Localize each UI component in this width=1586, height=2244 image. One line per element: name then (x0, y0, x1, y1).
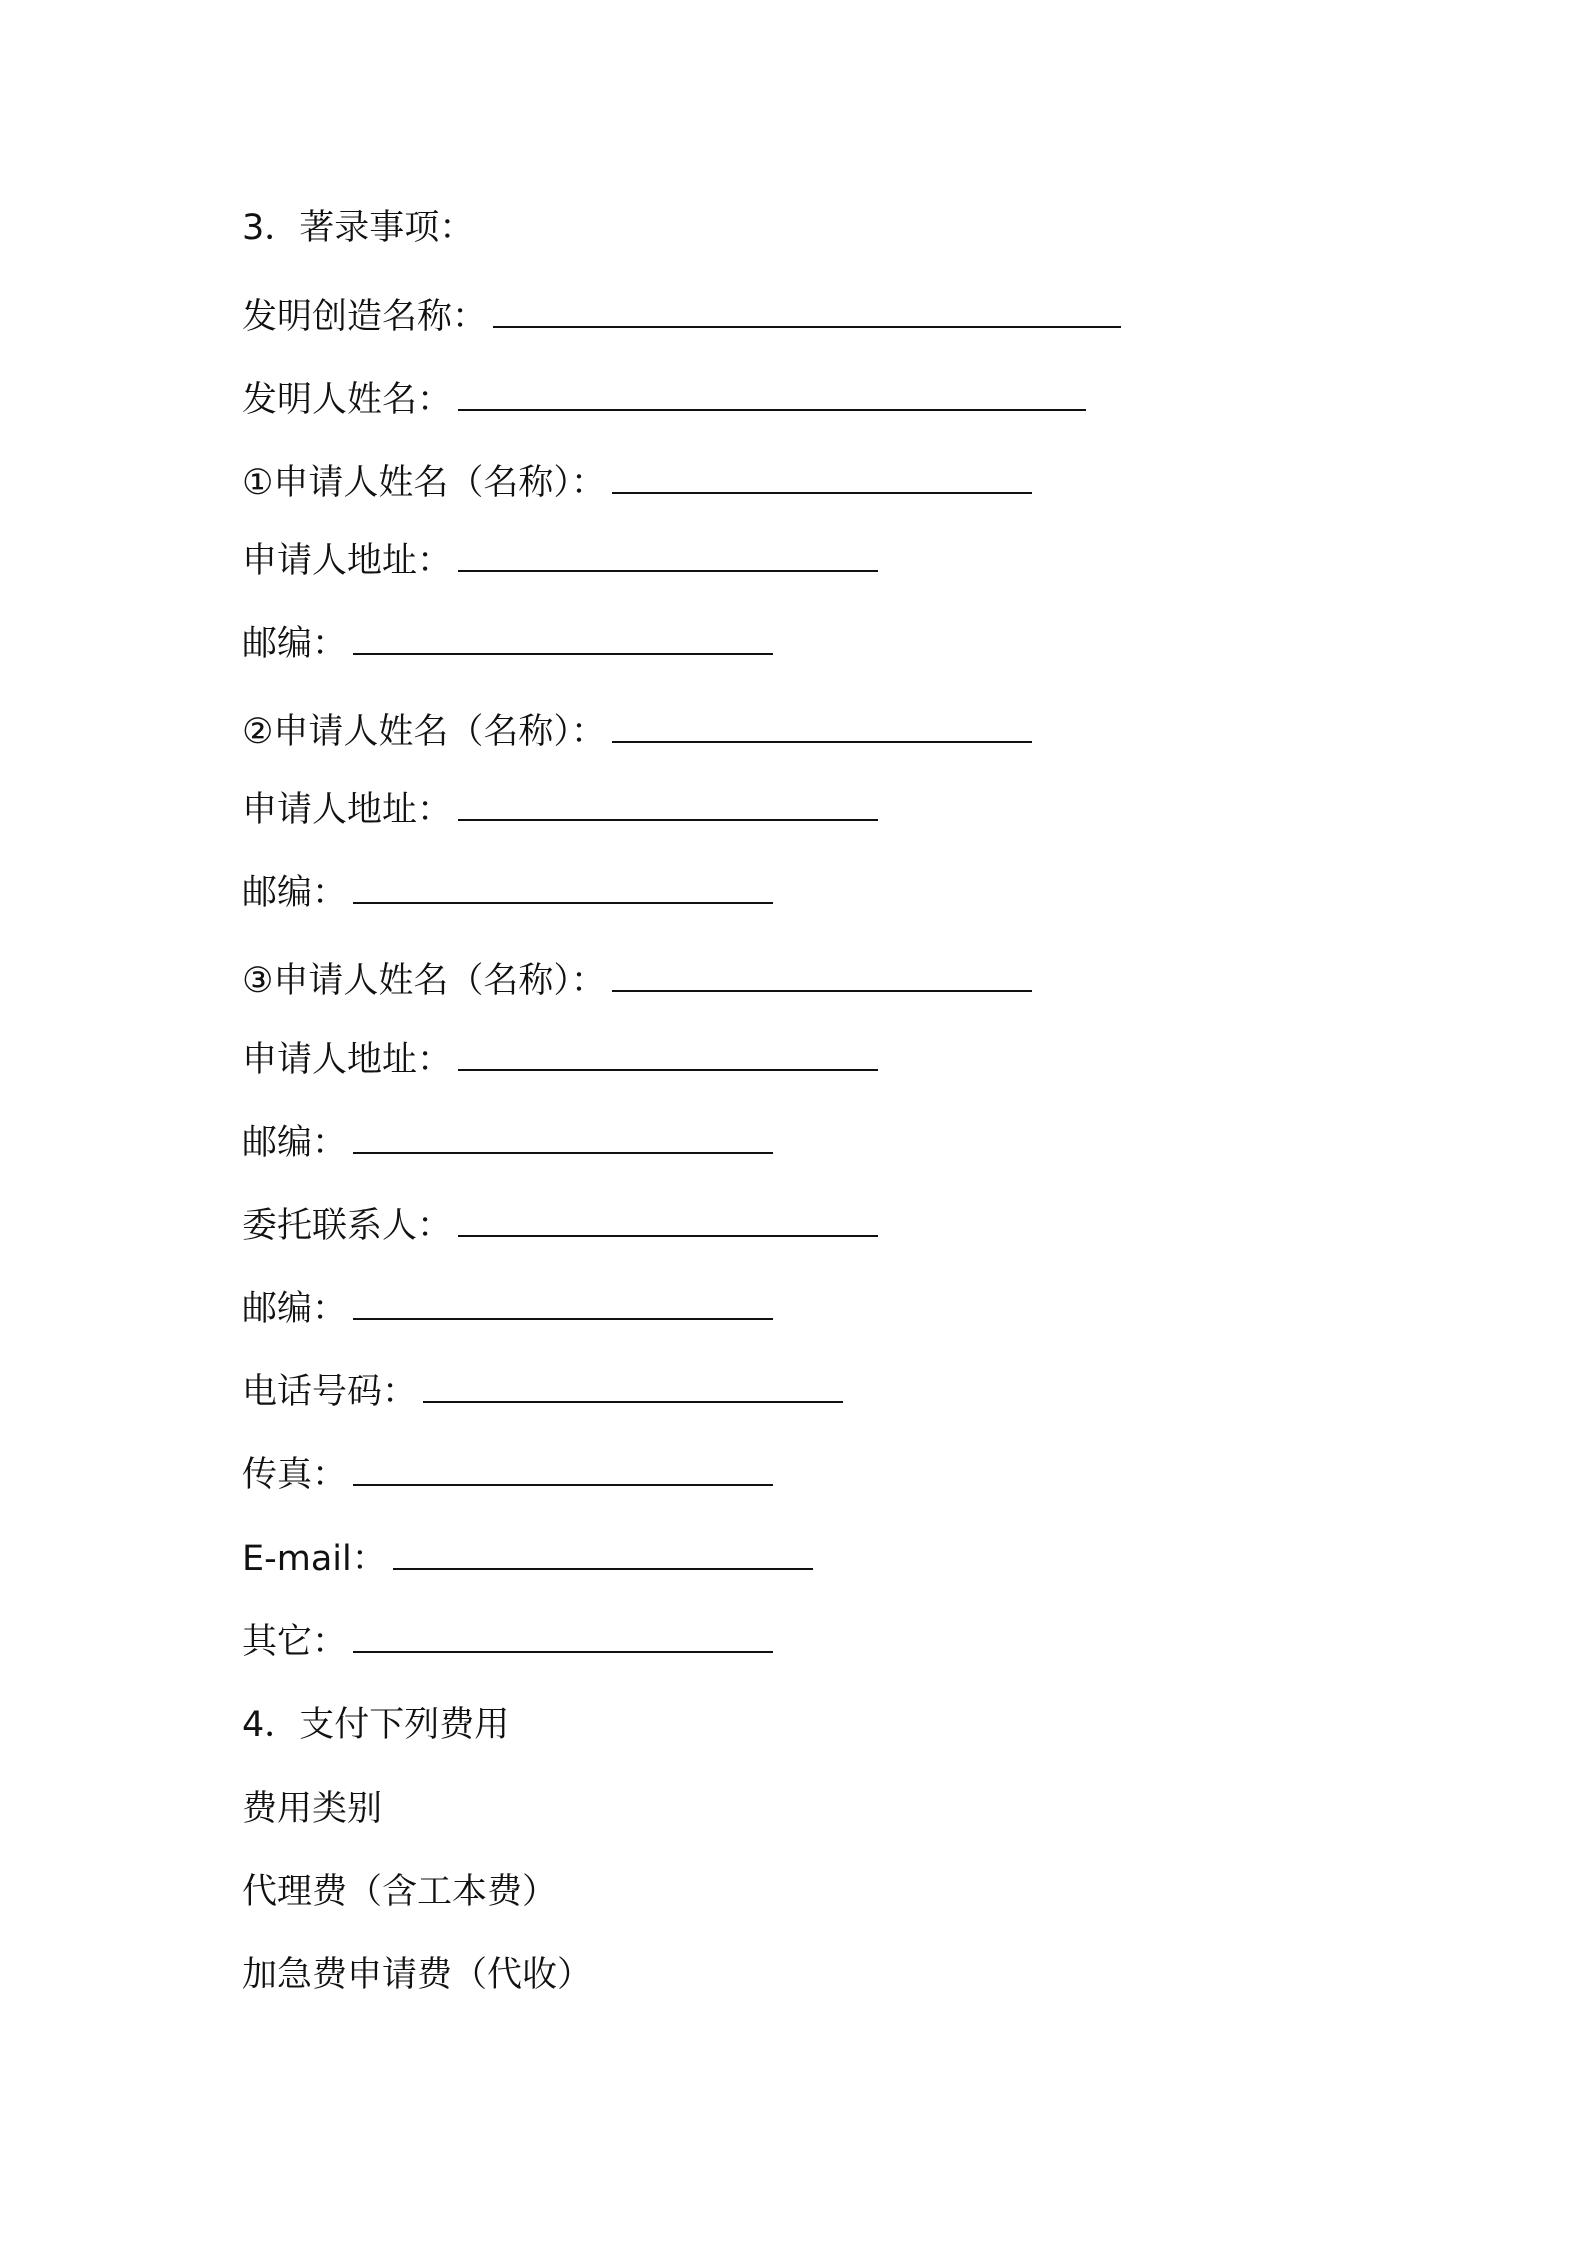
applicant-2-address-label: 申请人地址： (242, 790, 453, 830)
phone-blank[interactable] (423, 1375, 843, 1403)
applicant-2-name-row (242, 710, 1032, 754)
applicant-3-postcode-row (242, 1121, 773, 1165)
invention-name-label: 发明创造名称： (242, 297, 488, 337)
applicant-3-postcode-blank[interactable] (353, 1126, 773, 1154)
other-label: 其它： (242, 1622, 348, 1662)
other-blank[interactable] (353, 1625, 773, 1653)
fax-row (242, 1453, 773, 1497)
contact-postcode-blank[interactable] (353, 1292, 773, 1320)
applicant-1-postcode-label: 邮编： (242, 624, 348, 664)
applicant-3-name-label: ③申请人姓名（名称）： (242, 961, 606, 1001)
inventor-name-blank[interactable] (458, 383, 1086, 411)
contact-postcode-row (242, 1287, 773, 1331)
applicant-2-name-label: ②申请人姓名（名称）： (242, 712, 606, 752)
applicant-1-postcode-blank[interactable] (353, 627, 773, 655)
applicant-2-postcode-label: 邮编： (242, 873, 348, 913)
contact-person-label: 委托联系人： (242, 1206, 453, 1246)
applicant-2-postcode-row (242, 871, 773, 915)
email-blank[interactable] (393, 1542, 813, 1570)
section-3-heading: 3．著录事项： (242, 208, 475, 248)
applicant-2-postcode-blank[interactable] (353, 876, 773, 904)
applicant-1-address-row (242, 539, 878, 583)
applicant-1-address-blank[interactable] (458, 544, 878, 572)
phone-row (242, 1370, 843, 1414)
fax-label: 传真： (242, 1455, 348, 1495)
contact-person-row (242, 1204, 878, 1248)
applicant-2-name-blank[interactable] (612, 715, 1032, 743)
other-row (242, 1620, 773, 1664)
applicant-3-address-blank[interactable] (458, 1043, 878, 1071)
applicant-1-name-blank[interactable] (612, 466, 1032, 494)
fax-blank[interactable] (353, 1458, 773, 1486)
email-label: E-mail： (242, 1539, 387, 1579)
applicant-2-address-row (242, 788, 878, 832)
agency-fee-label: 代理费（含工本费） (242, 1872, 558, 1912)
contact-postcode-label: 邮编： (242, 1289, 348, 1329)
applicant-3-address-label: 申请人地址： (242, 1040, 453, 1080)
applicant-3-address-row (242, 1038, 878, 1082)
applicant-1-address-label: 申请人地址： (242, 541, 453, 581)
section-4-heading: 4．支付下列费用 (242, 1705, 510, 1745)
urgent-fee-label: 加急费申请费（代收） (242, 1955, 593, 1995)
inventor-name-label: 发明人姓名： (242, 380, 453, 420)
applicant-2-address-blank[interactable] (458, 793, 878, 821)
contact-person-blank[interactable] (458, 1209, 878, 1237)
phone-label: 电话号码： (242, 1372, 418, 1412)
applicant-1-name-row (242, 461, 1032, 505)
applicant-3-name-blank[interactable] (612, 964, 1032, 992)
applicant-3-name-row (242, 959, 1032, 1003)
applicant-1-name-label: ①申请人姓名（名称）： (242, 463, 606, 503)
inventor-name-row (242, 378, 1086, 422)
email-row (242, 1537, 813, 1581)
applicant-1-postcode-row (242, 622, 773, 666)
invention-name-row (242, 295, 1121, 339)
invention-name-blank[interactable] (493, 300, 1121, 328)
applicant-3-postcode-label: 邮编： (242, 1123, 348, 1163)
fee-category-label: 费用类别 (242, 1789, 383, 1829)
